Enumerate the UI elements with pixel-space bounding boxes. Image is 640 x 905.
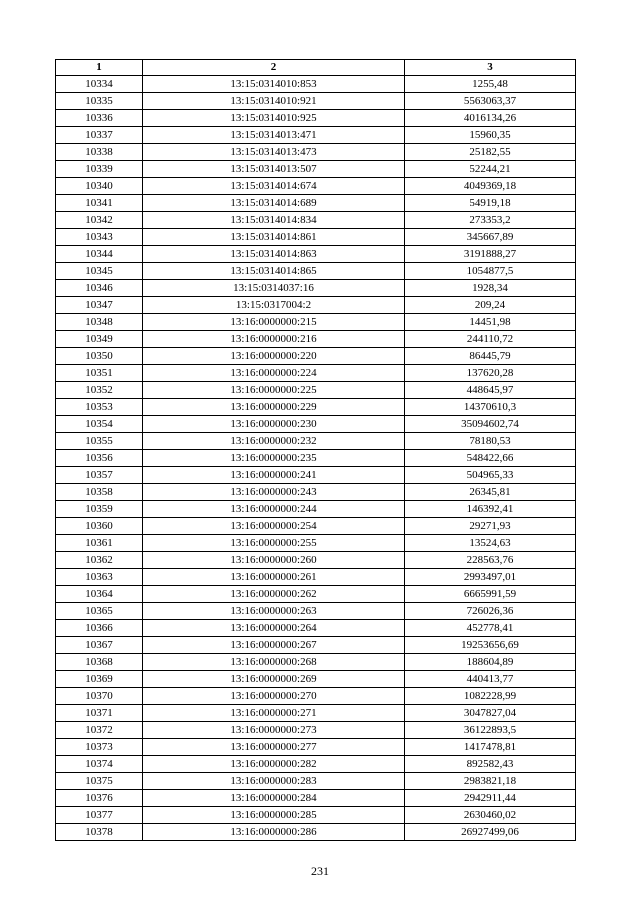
column-header-3: 3 (405, 60, 576, 76)
row-number-cell: 10369 (56, 671, 143, 688)
table-row (56, 348, 576, 365)
table-row (56, 722, 576, 739)
row-number-cell: 10343 (56, 229, 143, 246)
table-row (56, 450, 576, 467)
value-cell: 244110,72 (405, 331, 576, 348)
table-row (56, 671, 576, 688)
value-cell: 25182,55 (405, 144, 576, 161)
row-number-cell: 10378 (56, 824, 143, 841)
cadastral-number-cell: 13:15:0314037:16 (143, 280, 405, 297)
table-row (56, 76, 576, 93)
table-row (56, 552, 576, 569)
value-cell: 4016134,26 (405, 110, 576, 127)
cadastral-number-cell: 13:16:0000000:255 (143, 535, 405, 552)
table-row (56, 144, 576, 161)
row-number-cell: 10339 (56, 161, 143, 178)
row-number-cell: 10345 (56, 263, 143, 280)
value-cell: 504965,33 (405, 467, 576, 484)
cadastral-number-cell: 13:16:0000000:254 (143, 518, 405, 535)
table-row (56, 161, 576, 178)
row-number-cell: 10365 (56, 603, 143, 620)
cadastral-number-cell: 13:15:0314013:473 (143, 144, 405, 161)
row-number-cell: 10336 (56, 110, 143, 127)
column-header-2: 2 (143, 60, 405, 76)
table-row (56, 93, 576, 110)
data-table (55, 59, 576, 841)
table-row (56, 467, 576, 484)
row-number-cell: 10377 (56, 807, 143, 824)
cadastral-number-cell: 13:16:0000000:270 (143, 688, 405, 705)
value-cell: 2993497,01 (405, 569, 576, 586)
cadastral-number-cell: 13:16:0000000:244 (143, 501, 405, 518)
row-number-cell: 10364 (56, 586, 143, 603)
value-cell: 1417478,81 (405, 739, 576, 756)
row-number-cell: 10371 (56, 705, 143, 722)
cadastral-number-cell: 13:16:0000000:235 (143, 450, 405, 467)
table-row (56, 382, 576, 399)
table-row (56, 331, 576, 348)
table-row (56, 518, 576, 535)
cadastral-number-cell: 13:16:0000000:243 (143, 484, 405, 501)
cadastral-number-cell: 13:16:0000000:273 (143, 722, 405, 739)
value-cell: 137620,28 (405, 365, 576, 382)
table-row (56, 297, 576, 314)
row-number-cell: 10354 (56, 416, 143, 433)
table-row (56, 314, 576, 331)
row-number-cell: 10359 (56, 501, 143, 518)
value-cell: 19253656,69 (405, 637, 576, 654)
row-number-cell: 10355 (56, 433, 143, 450)
cadastral-number-cell: 13:16:0000000:225 (143, 382, 405, 399)
row-number-cell: 10368 (56, 654, 143, 671)
table-row (56, 807, 576, 824)
cadastral-number-cell: 13:16:0000000:285 (143, 807, 405, 824)
value-cell: 228563,76 (405, 552, 576, 569)
cadastral-number-cell: 13:15:0314010:921 (143, 93, 405, 110)
cadastral-number-cell: 13:15:0314014:689 (143, 195, 405, 212)
value-cell: 6665991,59 (405, 586, 576, 603)
cadastral-number-cell: 13:16:0000000:262 (143, 586, 405, 603)
cadastral-number-cell: 13:16:0000000:277 (143, 739, 405, 756)
cadastral-number-cell: 13:15:0314014:674 (143, 178, 405, 195)
cadastral-number-cell: 13:16:0000000:220 (143, 348, 405, 365)
table-row (56, 654, 576, 671)
row-number-cell: 10347 (56, 297, 143, 314)
value-cell: 1082228,99 (405, 688, 576, 705)
row-number-cell: 10361 (56, 535, 143, 552)
cadastral-number-cell: 13:16:0000000:283 (143, 773, 405, 790)
cadastral-number-cell: 13:16:0000000:241 (143, 467, 405, 484)
row-number-cell: 10337 (56, 127, 143, 144)
table-row (56, 824, 576, 841)
value-cell: 548422,66 (405, 450, 576, 467)
cadastral-number-cell: 13:15:0314014:861 (143, 229, 405, 246)
cadastral-number-cell: 13:16:0000000:215 (143, 314, 405, 331)
table-row (56, 212, 576, 229)
table-row (56, 620, 576, 637)
cadastral-number-cell: 13:16:0000000:284 (143, 790, 405, 807)
table-row (56, 229, 576, 246)
value-cell: 35094602,74 (405, 416, 576, 433)
cadastral-number-cell: 13:15:0314013:471 (143, 127, 405, 144)
row-number-cell: 10356 (56, 450, 143, 467)
table-row (56, 484, 576, 501)
cadastral-number-cell: 13:16:0000000:232 (143, 433, 405, 450)
cadastral-number-cell: 13:15:0314014:863 (143, 246, 405, 263)
value-cell: 78180,53 (405, 433, 576, 450)
value-cell: 1054877,5 (405, 263, 576, 280)
cadastral-number-cell: 13:16:0000000:267 (143, 637, 405, 654)
value-cell: 146392,41 (405, 501, 576, 518)
value-cell: 4049369,18 (405, 178, 576, 195)
table-row (56, 790, 576, 807)
table-row (56, 739, 576, 756)
value-cell: 36122893,5 (405, 722, 576, 739)
value-cell: 29271,93 (405, 518, 576, 535)
cadastral-number-cell: 13:16:0000000:224 (143, 365, 405, 382)
value-cell: 345667,89 (405, 229, 576, 246)
row-number-cell: 10367 (56, 637, 143, 654)
value-cell: 26345,81 (405, 484, 576, 501)
table-row (56, 110, 576, 127)
table-row (56, 195, 576, 212)
value-cell: 2630460,02 (405, 807, 576, 824)
value-cell: 52244,21 (405, 161, 576, 178)
table-row (56, 178, 576, 195)
row-number-cell: 10360 (56, 518, 143, 535)
row-number-cell: 10348 (56, 314, 143, 331)
row-number-cell: 10340 (56, 178, 143, 195)
row-number-cell: 10362 (56, 552, 143, 569)
value-cell: 209,24 (405, 297, 576, 314)
table-row (56, 365, 576, 382)
cadastral-number-cell: 13:16:0000000:230 (143, 416, 405, 433)
table-row (56, 501, 576, 518)
table-row (56, 569, 576, 586)
table-row (56, 433, 576, 450)
row-number-cell: 10344 (56, 246, 143, 263)
row-number-cell: 10370 (56, 688, 143, 705)
value-cell: 2942911,44 (405, 790, 576, 807)
table-row (56, 756, 576, 773)
value-cell: 26927499,06 (405, 824, 576, 841)
row-number-cell: 10352 (56, 382, 143, 399)
cadastral-number-cell: 13:15:0314014:865 (143, 263, 405, 280)
row-number-cell: 10351 (56, 365, 143, 382)
value-cell: 892582,43 (405, 756, 576, 773)
cadastral-number-cell: 13:16:0000000:269 (143, 671, 405, 688)
value-cell: 440413,77 (405, 671, 576, 688)
row-number-cell: 10338 (56, 144, 143, 161)
row-number-cell: 10372 (56, 722, 143, 739)
table-row (56, 705, 576, 722)
row-number-cell: 10358 (56, 484, 143, 501)
table-row (56, 280, 576, 297)
value-cell: 86445,79 (405, 348, 576, 365)
table-row (56, 263, 576, 280)
value-cell: 1255,48 (405, 76, 576, 93)
table-row (56, 399, 576, 416)
cadastral-number-cell: 13:16:0000000:260 (143, 552, 405, 569)
row-number-cell: 10363 (56, 569, 143, 586)
table-row (56, 416, 576, 433)
row-number-cell: 10334 (56, 76, 143, 93)
table-row (56, 637, 576, 654)
table-row (56, 535, 576, 552)
table-row (56, 688, 576, 705)
value-cell: 13524,63 (405, 535, 576, 552)
row-number-cell: 10335 (56, 93, 143, 110)
cadastral-number-cell: 13:16:0000000:282 (143, 756, 405, 773)
table-body (56, 76, 576, 841)
value-cell: 5563063,37 (405, 93, 576, 110)
table-row (56, 603, 576, 620)
row-number-cell: 10353 (56, 399, 143, 416)
row-number-cell: 10350 (56, 348, 143, 365)
value-cell: 3047827,04 (405, 705, 576, 722)
cadastral-number-cell: 13:16:0000000:271 (143, 705, 405, 722)
value-cell: 14451,98 (405, 314, 576, 331)
value-cell: 14370610,3 (405, 399, 576, 416)
row-number-cell: 10349 (56, 331, 143, 348)
cadastral-number-cell: 13:15:0314014:834 (143, 212, 405, 229)
row-number-cell: 10342 (56, 212, 143, 229)
page-number: 231 (311, 864, 329, 878)
table-row (56, 127, 576, 144)
cadastral-number-cell: 13:15:0314010:853 (143, 76, 405, 93)
table-row (56, 586, 576, 603)
cadastral-number-cell: 13:16:0000000:286 (143, 824, 405, 841)
cadastral-number-cell: 13:16:0000000:268 (143, 654, 405, 671)
value-cell: 54919,18 (405, 195, 576, 212)
row-number-cell: 10374 (56, 756, 143, 773)
value-cell: 448645,97 (405, 382, 576, 399)
value-cell: 2983821,18 (405, 773, 576, 790)
value-cell: 1928,34 (405, 280, 576, 297)
cadastral-number-cell: 13:15:0314010:925 (143, 110, 405, 127)
row-number-cell: 10366 (56, 620, 143, 637)
row-number-cell: 10373 (56, 739, 143, 756)
cadastral-number-cell: 13:16:0000000:261 (143, 569, 405, 586)
cadastral-number-cell: 13:16:0000000:263 (143, 603, 405, 620)
row-number-cell: 10357 (56, 467, 143, 484)
column-header-1: 1 (56, 60, 143, 76)
row-number-cell: 10375 (56, 773, 143, 790)
cadastral-number-cell: 13:16:0000000:216 (143, 331, 405, 348)
value-cell: 452778,41 (405, 620, 576, 637)
value-cell: 726026,36 (405, 603, 576, 620)
table-row (56, 246, 576, 263)
table-row (56, 773, 576, 790)
cadastral-number-cell: 13:16:0000000:229 (143, 399, 405, 416)
cadastral-number-cell: 13:15:0314013:507 (143, 161, 405, 178)
value-cell: 15960,35 (405, 127, 576, 144)
row-number-cell: 10376 (56, 790, 143, 807)
row-number-cell: 10341 (56, 195, 143, 212)
value-cell: 188604,89 (405, 654, 576, 671)
cadastral-number-cell: 13:15:0317004:2 (143, 297, 405, 314)
row-number-cell: 10346 (56, 280, 143, 297)
value-cell: 3191888,27 (405, 246, 576, 263)
value-cell: 273353,2 (405, 212, 576, 229)
cadastral-number-cell: 13:16:0000000:264 (143, 620, 405, 637)
table-header-row (56, 60, 576, 76)
